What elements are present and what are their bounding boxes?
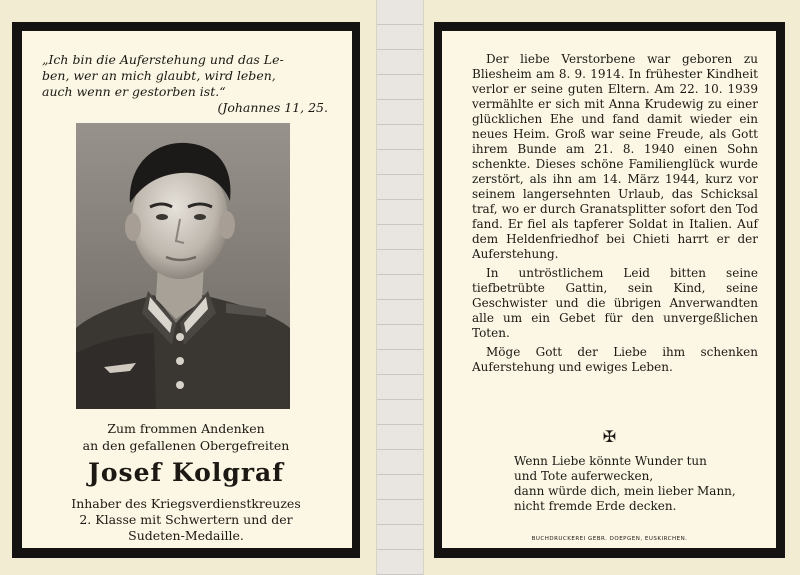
biography-paragraph: In untröstlichem Leid bitten seine tiefbetrübte Gattin, sein Kind, seine Geschwister und die übrigen Anverwandten alle um ein Gebet für den unvergeßlichen Toten. <box>472 266 758 340</box>
quote-line: „Ich bin die Auferstehung und das Le- <box>42 52 284 67</box>
back-content <box>452 38 767 542</box>
deceased-name: Josef Kolgraf <box>88 458 284 487</box>
honors-text <box>30 496 342 544</box>
poem-line: und Tote auferwecken, <box>514 469 654 483</box>
honors-line: 2. Klasse mit Schwertern und der <box>79 512 293 527</box>
quote-line: auch wenn er gestorben ist.“ <box>42 84 226 99</box>
bible-quote <box>42 52 342 116</box>
caption-line: an den gefallenen Obergefreiten <box>82 438 290 453</box>
poem-line: nicht fremde Erde decken. <box>514 499 677 513</box>
poem-line: dann würde dich, mein lieber Mann, <box>514 484 736 498</box>
dedication-caption <box>30 420 342 454</box>
cross-icon: ✠ <box>602 427 617 446</box>
caption-line: Zum frommen Andenken <box>107 421 265 436</box>
poem-line: Wenn Liebe könnte Wunder tun <box>514 454 707 468</box>
quote-line: ben, wer an mich glaubt, wird leben, <box>42 68 276 83</box>
honors-line: Inhaber des Kriegsverdienstkreuzes <box>71 496 301 511</box>
memorial-card-back <box>434 22 785 558</box>
album-gutter <box>376 0 424 575</box>
front-content <box>30 38 342 542</box>
portrait-illustration <box>76 123 290 409</box>
quote-reference: (Johannes 11, 25. <box>217 100 328 115</box>
biography-paragraph: Möge Gott der Liebe ihm schenken Auferstehung und ewiges Leben. <box>472 345 758 374</box>
printer-imprint: BUCHDRUCKEREI GEBR. DOEPGEN, EUSKIRCHEN. <box>531 536 688 542</box>
memorial-card-front <box>12 22 360 558</box>
memorial-poem <box>514 454 764 514</box>
honors-line: Sudeten-Medaille. <box>128 528 244 543</box>
biography-text <box>472 52 758 379</box>
soldier-portrait-photo <box>76 123 290 409</box>
biography-paragraph: Der liebe Verstorbene war geboren zu Bliesheim am 8. 9. 1914. In frühester Kindheit verlor er seine guten Eltern. Am 22. 10. 1939 vermählte er sich mit Anna Krudewig zu einer glücklichen Ehe und fand damit wieder ein neues Heim. Groß war seine Freude, als Gott ihrem Bunde am 21. 8. 1940 einen Sohn schenkte. Dieses schöne Familienglück wurde zerstört, als ihn am 14. März 1944, kurz vor seinem langersehnten Urlaub, das Schicksal traf, wo er durch Granatsplitter sofort den Tod fand. Er fiel als tapferer Soldat in Italien. Auf dem Heldenfriedhof bei Chieti harrt er der Auferstehung. <box>472 52 758 261</box>
